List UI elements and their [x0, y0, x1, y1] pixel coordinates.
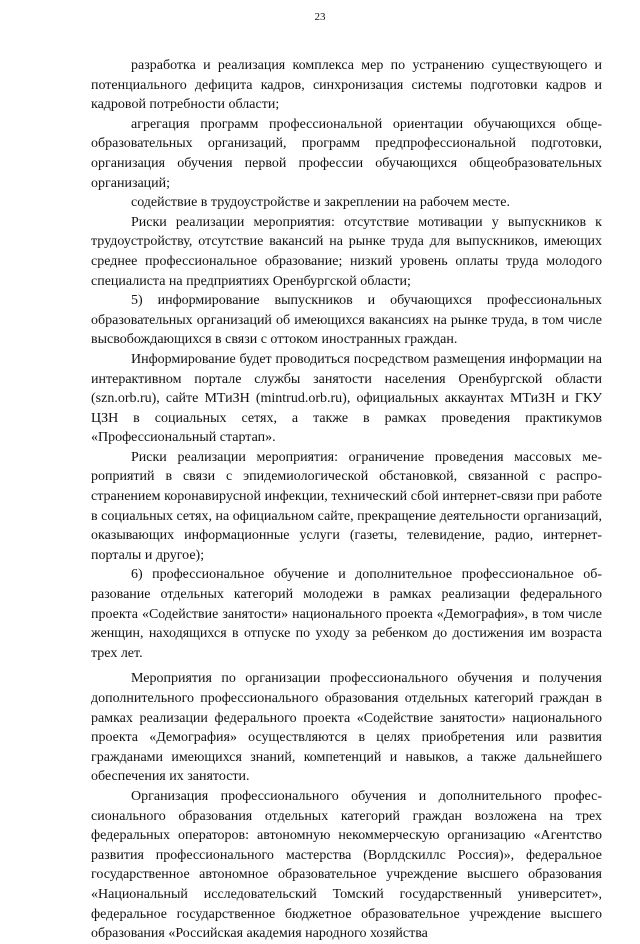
paragraph-7: Риски реализации мероприятия: ограничение проведения массовых мероприятий в связи с эпидемиологической обстановкой, связанной с распространением коронавирусной инфекции, технический сбой интернет-связи при работе в социальных сетях, на официальном сайте, прекращение деятельности организаций, оказывающих информационные услуги (газеты, телевидение, радио, интернет-порталы и другое); — [91, 449, 602, 563]
page-number: 23 — [314, 11, 326, 23]
paragraph-1: разработка и реализация комплекса мер по устранению существующего и потенциального дефицита кадров, синхронизация системы подготовки кадров и кадровой потребности области; — [91, 58, 602, 113]
paragraph-8: 6) профессиональное обучение и дополнительное профессиональное образование отдельных категорий молодежи в рамках реализации федерального проекта «Содействие занятости» национального проекта «Демография», в том числе женщин, находящихся в отпуске по уходу за ребенком до достижения им возраста трех лет. — [91, 567, 602, 661]
paragraph-5: 5) информирование выпускников и обучающихся профессиональных образовательных организаций об имеющихся вакансиях на рынке труда, в том числе высвобождающихся в связи с оттоком иностранных граждан. — [91, 293, 602, 348]
paragraph-3: содействие в трудоустройстве и закреплении на рабочем месте. — [131, 195, 510, 211]
paragraph-2: агрегация программ профессиональной ориентации обучающихся общеобразовательных организаций, программ предпрофессиональной подготовки, организация обучения первой профессии обучающихся общеобразовательных организаций; — [91, 116, 602, 191]
paragraph-6: Информирование будет проводиться посредством размещения информации на интерактивном портале службы занятости населения Оренбургской области (szn.orb.ru), сайте МТиЗН (mintrud.orb.ru), официальных аккаунтах МТиЗН и ГКУ ЦЗН в социальных сетях, а также в рамках проведения практикумов «Профессиональный стартап». — [91, 351, 602, 446]
paragraph-4: Риски реализации мероприятия: отсутствие мотивации у выпускников к трудоустройству, отсутствие вакансий на рынке труда для выпускников, имеющих среднее профессиональное образование; низкий уровень оплаты труда молодого специалиста на предприятиях Оренбургской области; — [91, 214, 602, 289]
paragraph-10: Организация профессионального обучения и дополнительного профессионального образования отдельных категорий граждан возложена на трех федеральных операторов: автономную некоммерческую организацию «Агентство развития профессионального мастерства (Ворлдскиллс Россия)», федеральное государственное автономное образовательное учреждение высшего образования «Национальный исследовательский Томский государственный университет», федеральное государственное бюджетное образовательное учреждение высшего образования «Российская академия народного хозяйства — [91, 788, 602, 942]
document-body — [91, 56, 602, 944]
paragraph-9: Мероприятия по организации профессионального обучения и получения дополнительного профессионального образования отдельных категорий граждан в рамках реализации федерального проекта «Содействие занятости» национального проекта «Демография» осуществляются в целях приобретения или развития гражданами имеющихся знаний, компетенций и навыков, а также дальнейшего обеспечения их занятости. — [91, 671, 602, 785]
